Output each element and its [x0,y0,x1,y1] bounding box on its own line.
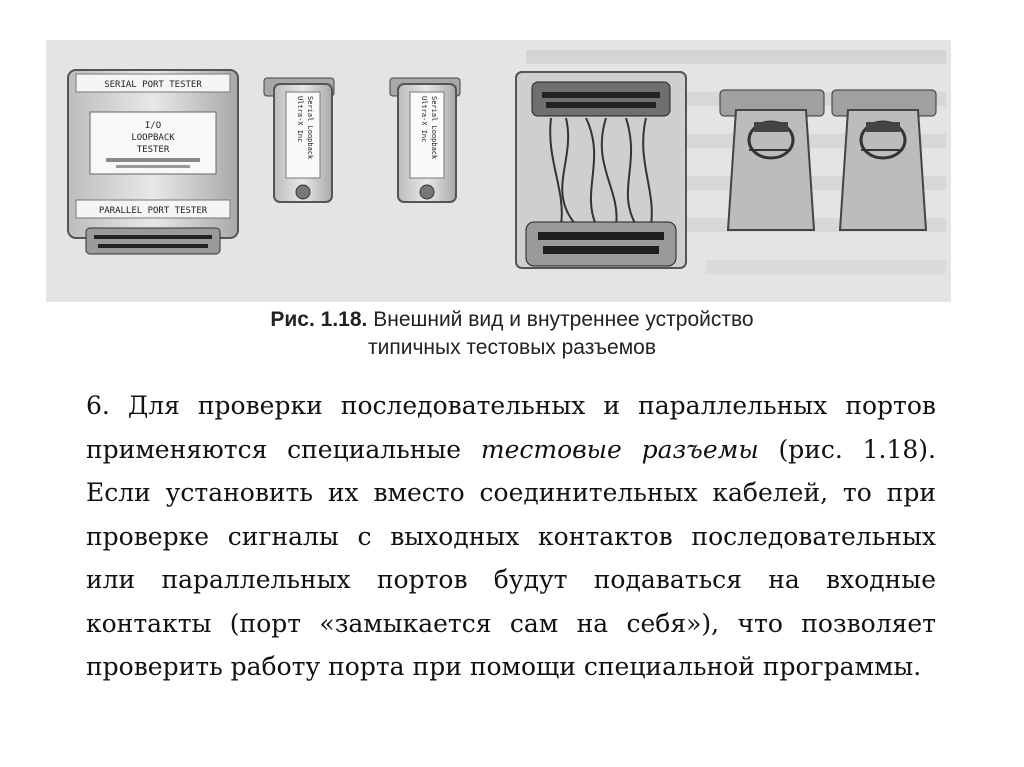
loopback-label: LOOPBACK [131,133,175,143]
figure-caption [0,306,1024,362]
serial-loopback-label-1: Serial Loopback [306,96,314,160]
ultra-x-label-2: Ultra-X Inc [420,96,428,143]
io-loopback-tester-image [68,70,238,254]
ultra-x-label-1: Ultra-X Inc [296,96,304,143]
paragraph-text-after: (рис. 1.18). Если установить их вместо соединительных кабелей, то при проверке сигналы с выходных контактов последовательных или параллельных портов будут подаваться на входные контакты (порт «замыкается сам на себя»), что позволяет проверить работу порта при помощи специальной программы. [86,434,936,681]
serial-loopback-plug-2-image [390,78,460,202]
open-db25-connector-image [516,72,686,268]
paragraph-text-before: 6. Для проверки последовательных и параллельных портов применяются специальные [86,391,936,464]
serial-loopback-plug-1-image [264,78,334,202]
serial-loopback-label-2: Serial Loopback [430,96,438,160]
caption-line-1 [0,306,1024,334]
serial-port-tester-label: SERIAL PORT TESTER [104,80,202,90]
figure-photo [46,40,951,302]
caption-line-2: типичных тестовых разъемов [368,336,656,359]
open-db9-connector-2-image [832,90,936,230]
open-db9-connector-1-image [720,90,824,230]
figure-label: Рис. 1.18. [270,308,368,331]
tester-label: TESTER [136,145,170,155]
parallel-port-tester-label: PARALLEL PORT TESTER [98,206,208,216]
io-label: I/O [144,121,162,131]
body-paragraph [86,384,936,689]
caption-text-1: Внешний вид и внутреннее устройство [373,308,754,331]
paragraph-term: тестовые разъемы [480,434,759,464]
